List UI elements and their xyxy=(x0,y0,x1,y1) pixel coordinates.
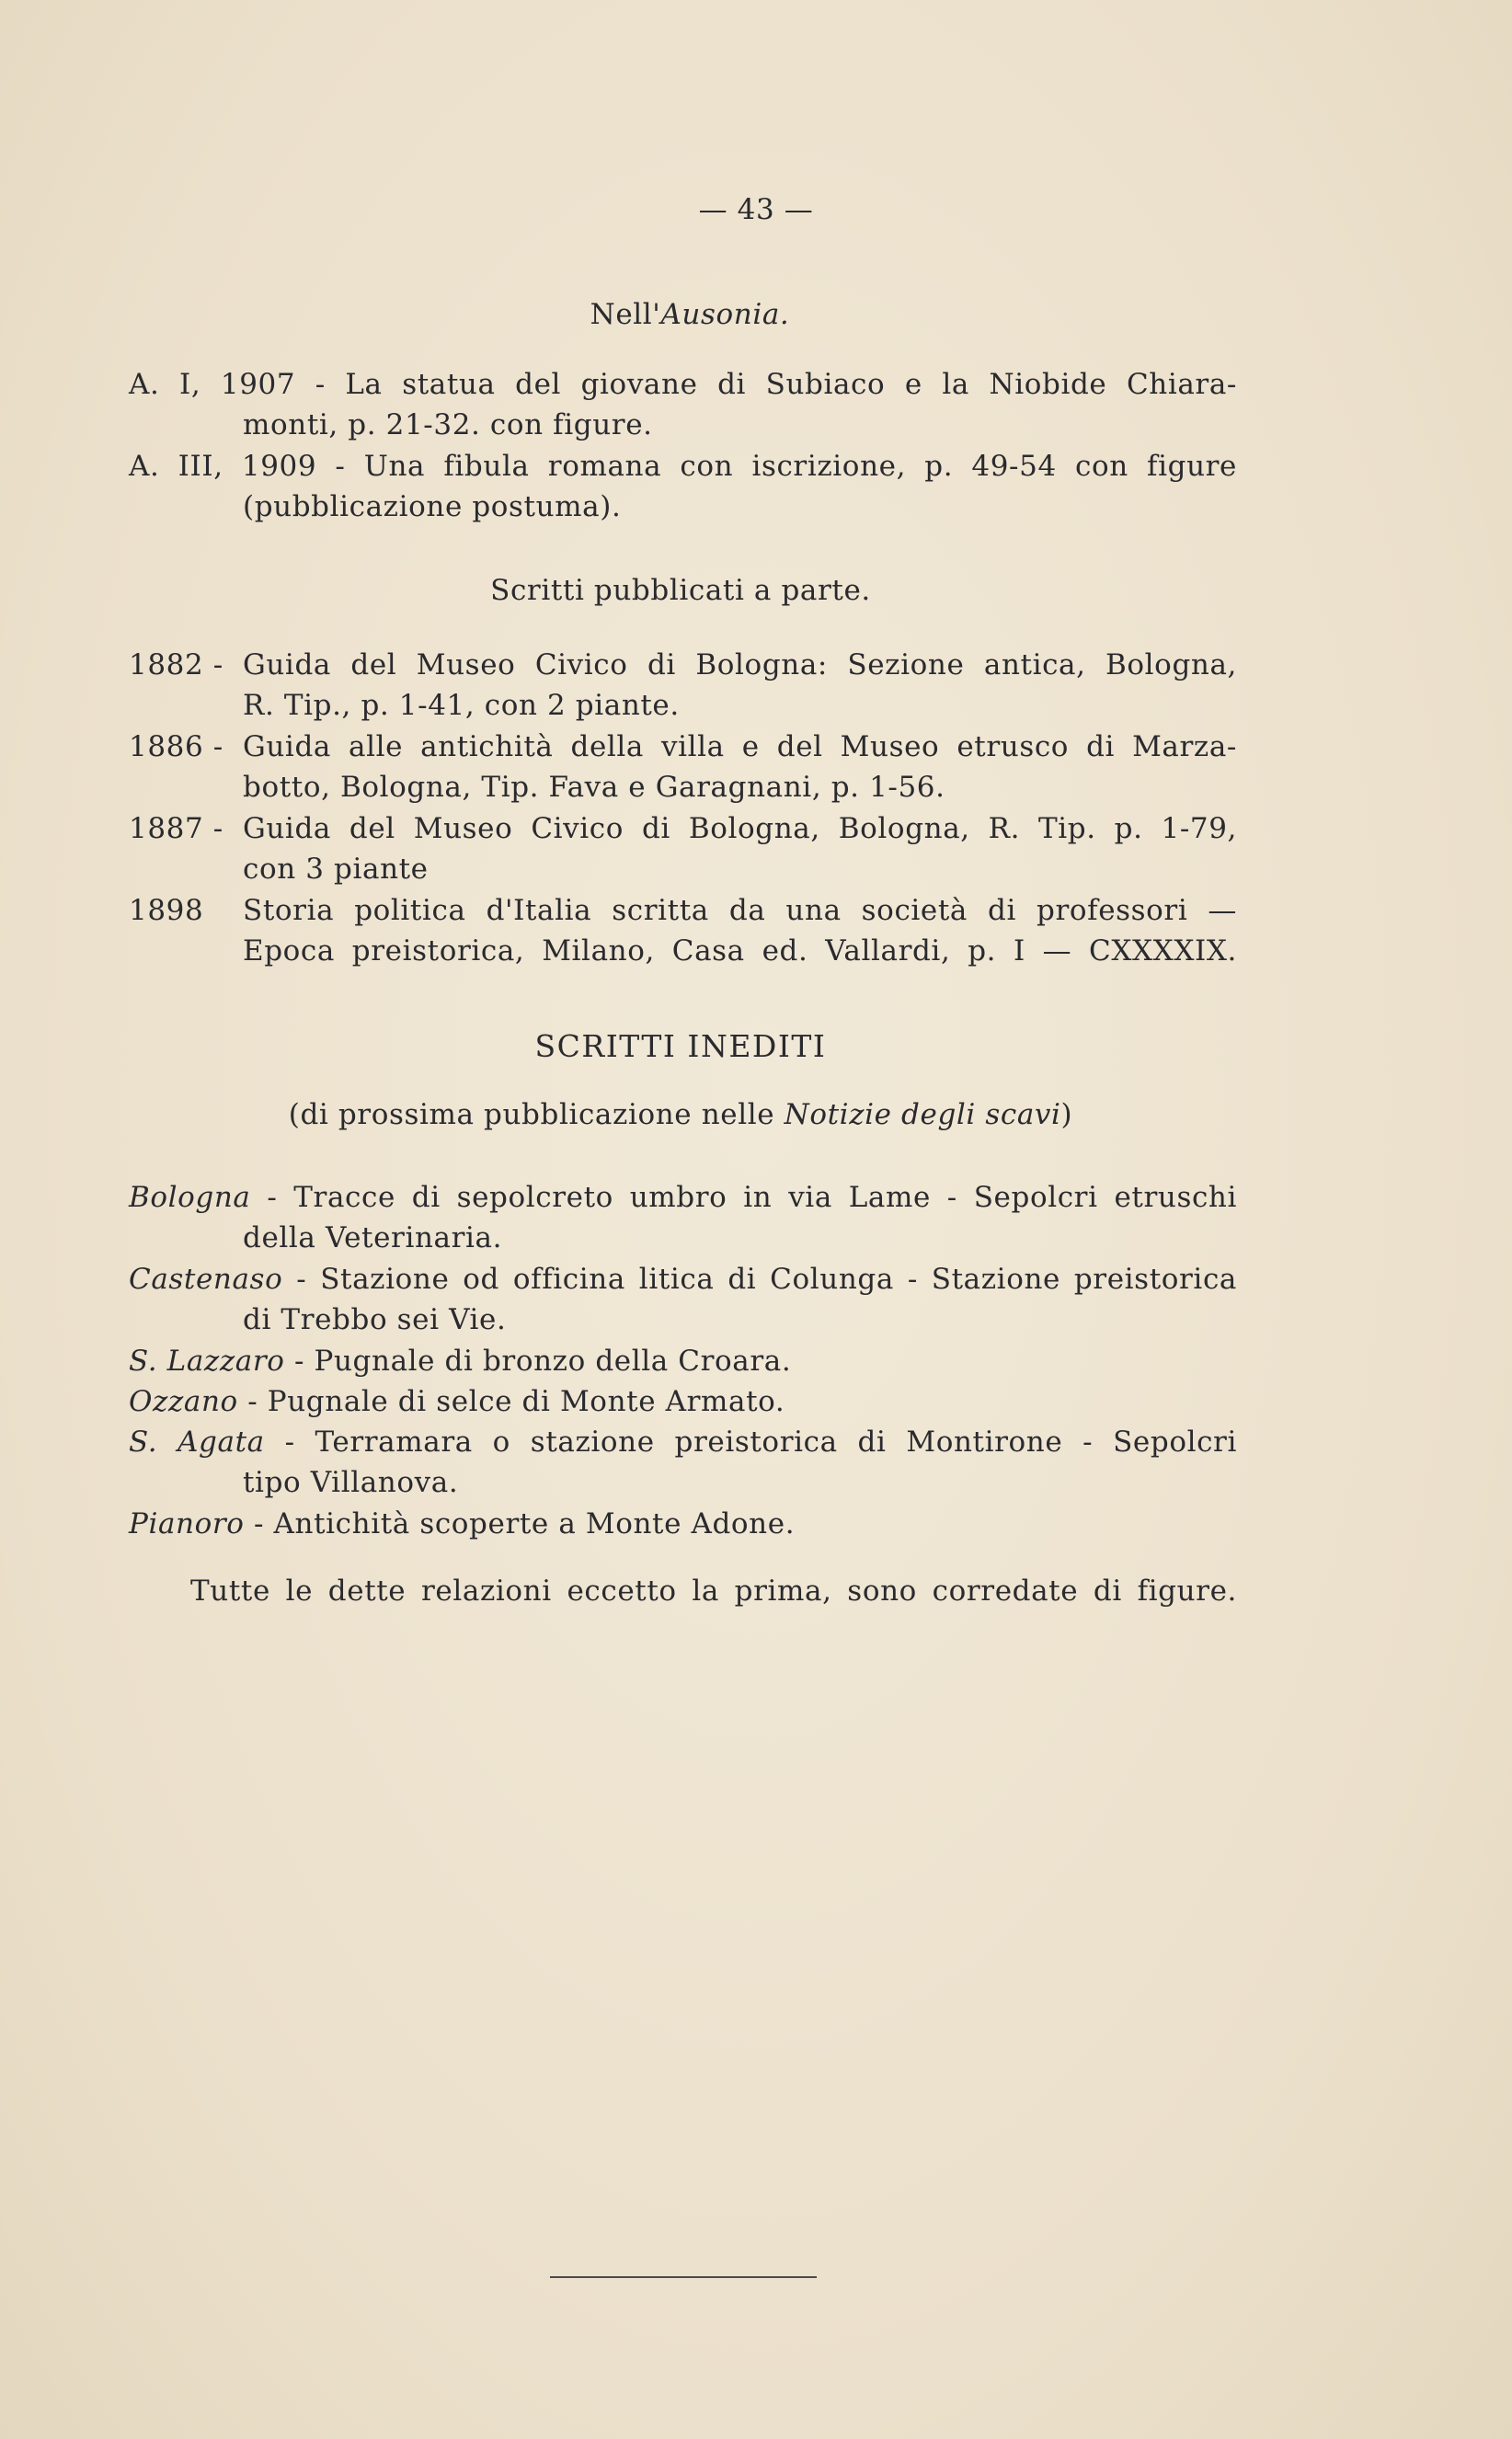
closing-note: Tutte le dette relazioni eccetto la prima, sono corredate di figure. xyxy=(190,1574,1237,1608)
inediti-entry-castenaso-line-2: di Trebbo sei Vie. xyxy=(243,1303,507,1336)
ausonia-entry-1-line-1: A. I, 1907 - La statua del giovane di Subiaco e la Niobide Chiara- xyxy=(129,368,1237,401)
inediti-entry-lazzaro xyxy=(129,1343,791,1380)
entry-1887-year: 1887 - xyxy=(129,812,223,845)
ausonia-heading-title: Ausonia. xyxy=(660,298,790,331)
inediti-entry-ozzano-place: Ozzano xyxy=(129,1385,238,1418)
entry-1882-line-2: R. Tip., p. 1-41, con 2 piante. xyxy=(243,689,680,722)
inediti-entry-ozzano xyxy=(129,1383,785,1420)
inediti-entry-pianoro xyxy=(129,1506,795,1542)
inediti-entry-lazzaro-place: S. Lazzaro xyxy=(129,1345,285,1378)
inediti-entry-castenaso-place: Castenaso xyxy=(129,1263,283,1296)
ausonia-entry-2-line-1: A. III, 1909 - Una fibula romana con iscrizione, p. 49-54 con figure xyxy=(129,450,1237,483)
entry-1886-year: 1886 - xyxy=(129,730,223,763)
ausonia-heading xyxy=(0,296,1380,333)
closing-rule xyxy=(550,2276,817,2278)
inediti-entry-agata-place: S. Agata xyxy=(129,1426,265,1459)
entry-1898-year: 1898 xyxy=(129,894,204,927)
inediti-subheading-prefix: (di prossima pubblicazione nelle xyxy=(288,1098,785,1131)
entry-1882-year: 1882 - xyxy=(129,648,223,681)
entry-1898-line-1: Storia politica d'Italia scritta da una società di professori — xyxy=(243,894,1237,927)
inediti-entry-bologna-line-1 xyxy=(129,1179,1237,1216)
entry-1886-line-2: botto, Bologna, Tip. Fava e Garagnani, p. 1-56. xyxy=(243,771,945,804)
entry-1882-line-1: Guida del Museo Civico di Bologna: Sezione antica, Bologna, xyxy=(243,648,1237,681)
entry-1887-line-2: con 3 piante xyxy=(243,853,429,886)
ausonia-entry-1-line-2: monti, p. 21-32. con figure. xyxy=(243,408,653,441)
inediti-entry-agata-line-2: tipo Villanova. xyxy=(243,1466,459,1499)
inediti-heading: SCRITTI INEDITI xyxy=(534,1028,827,1064)
inediti-entry-agata-text: - Terramara o stazione preistorica di Montirone - Sepolcri xyxy=(264,1426,1237,1459)
page-number: — 43 — xyxy=(698,193,814,226)
inediti-entry-bologna-place: Bologna xyxy=(129,1181,251,1214)
inediti-subheading-journal: Notizie degli scavi xyxy=(784,1098,1061,1131)
scritti-parte-heading: Scritti pubblicati a parte. xyxy=(490,574,871,607)
entry-1886-line-1: Guida alle antichità della villa e del Museo etrusco di Marza- xyxy=(243,730,1237,763)
inediti-entry-bologna-text: - Tracce di sepolcreto umbro in via Lame - Sepolcri etruschi xyxy=(250,1181,1237,1214)
inediti-entry-pianoro-text: - Antichità scoperte a Monte Adone. xyxy=(244,1507,796,1540)
inediti-subheading-suffix: ) xyxy=(1060,1098,1073,1131)
entry-1898-line-2: Epoca preistorica, Milano, Casa ed. Vallardi, p. I — CXXXXIX. xyxy=(243,934,1237,968)
inediti-entry-lazzaro-text: - Pugnale di bronzo della Croara. xyxy=(284,1345,792,1378)
inediti-entry-agata-line-1 xyxy=(129,1424,1237,1460)
ausonia-entry-2-line-2: (pubblicazione postuma). xyxy=(243,490,622,523)
inediti-entry-castenaso-text: - Stazione od officina litica di Colunga - Stazione preistorica xyxy=(282,1263,1237,1296)
inediti-entry-bologna-line-2: della Veterinaria. xyxy=(243,1221,503,1254)
inediti-subheading xyxy=(0,1096,1361,1133)
entry-1887-line-1: Guida del Museo Civico di Bologna, Bologna, R. Tip. p. 1-79, xyxy=(243,812,1237,845)
ausonia-heading-prefix: Nell' xyxy=(590,298,661,331)
inediti-entry-pianoro-place: Pianoro xyxy=(129,1507,245,1540)
inediti-entry-castenaso-line-1 xyxy=(129,1261,1237,1298)
inediti-entry-ozzano-text: - Pugnale di selce di Monte Armato. xyxy=(237,1385,785,1418)
